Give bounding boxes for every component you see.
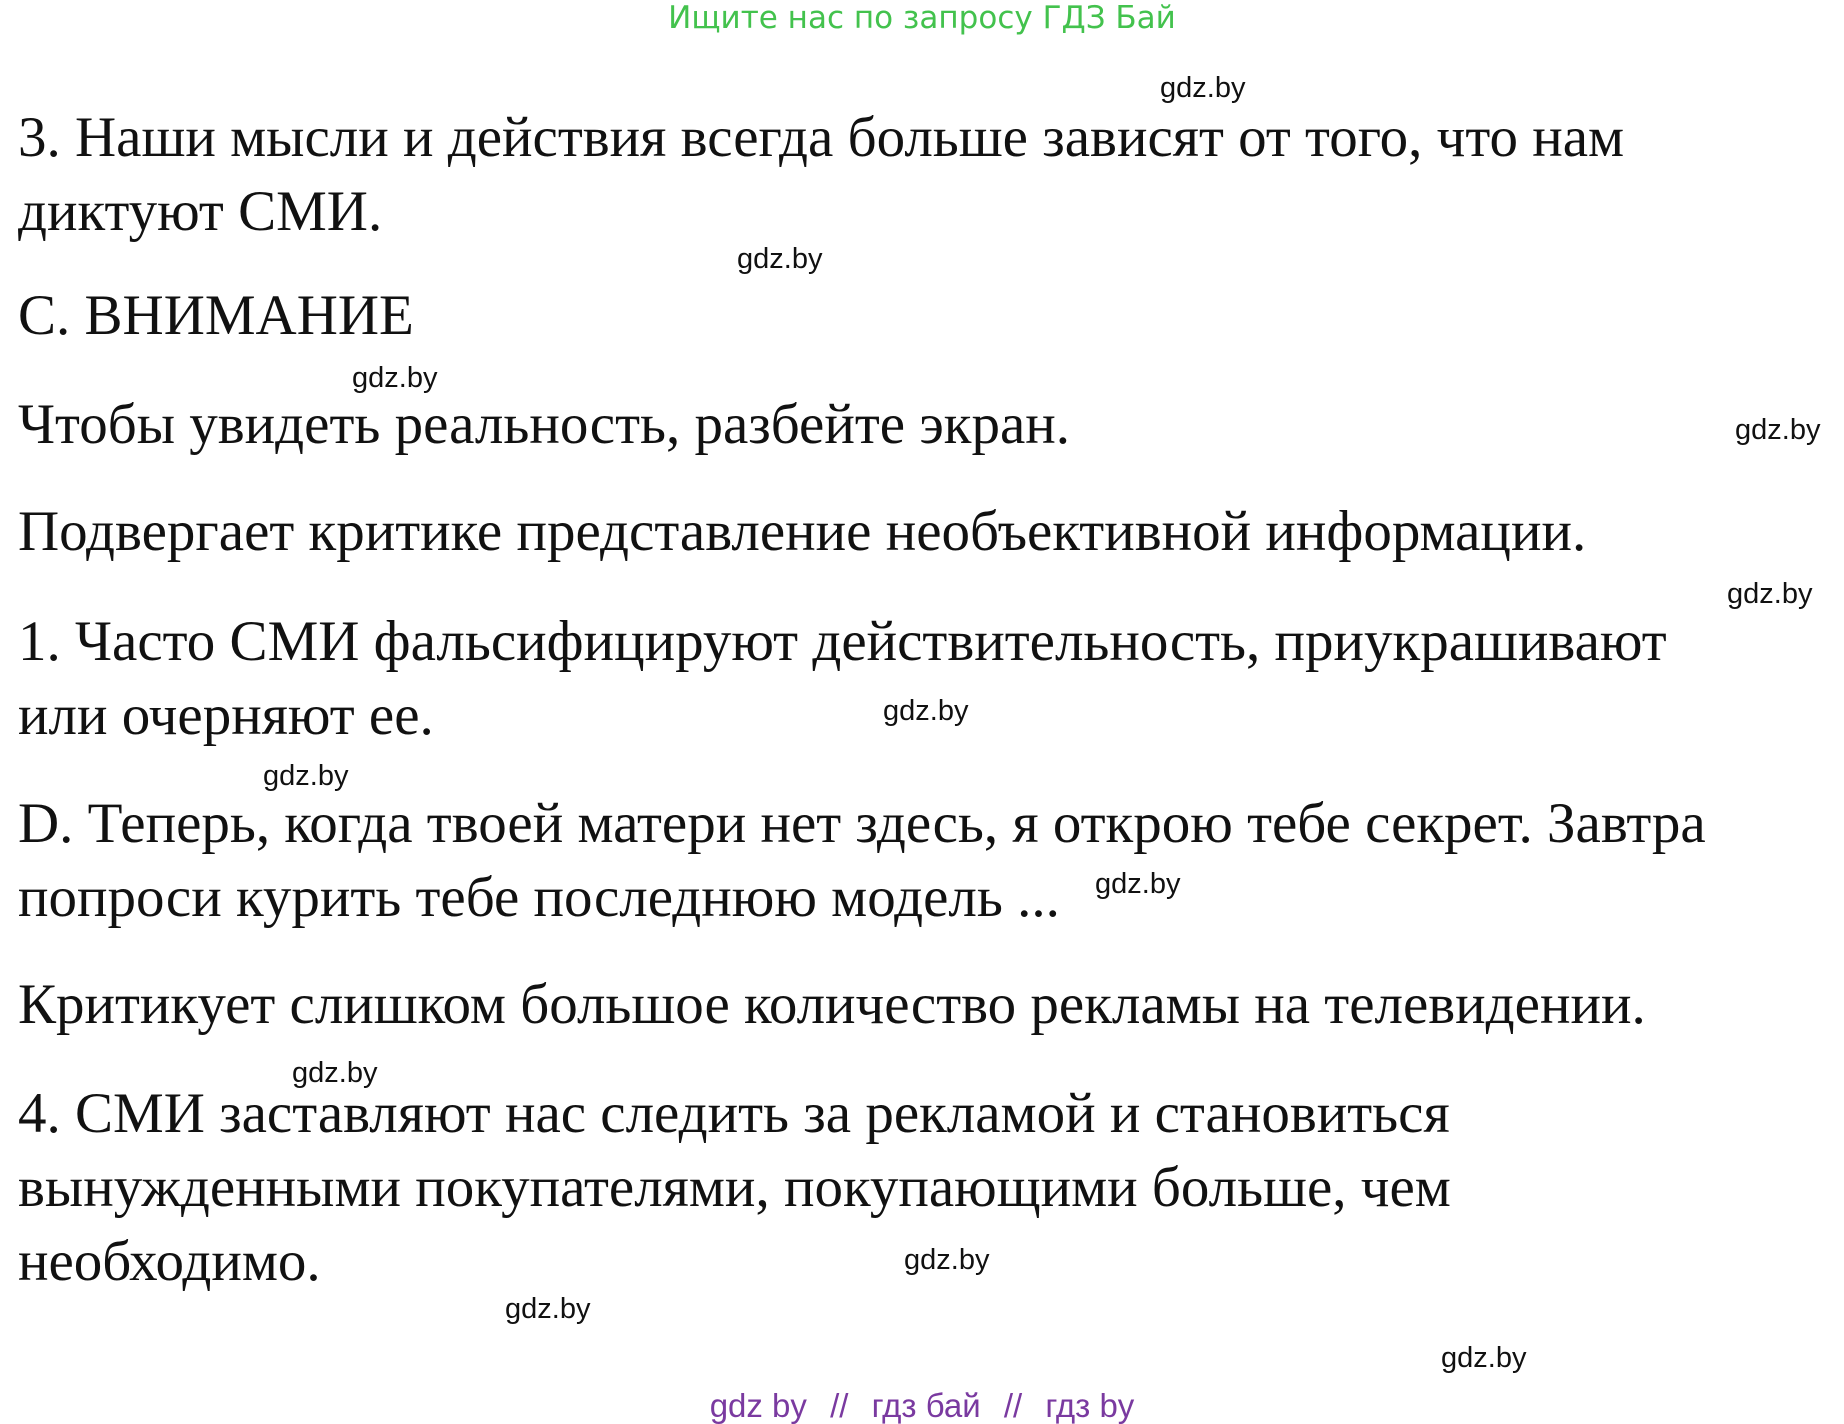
footer bbox=[0, 1388, 1844, 1424]
text-line: необходимо. bbox=[18, 1230, 321, 1293]
footer-separator: // bbox=[1003, 1387, 1023, 1424]
watermark: gdz.by bbox=[1735, 414, 1821, 446]
watermark: gdz.by bbox=[292, 1057, 378, 1089]
text-line: Подвергает критике представление необъективной информации. bbox=[18, 500, 1587, 563]
watermark: gdz.by bbox=[1095, 868, 1181, 900]
text-line: 1. Часто СМИ фальсифицируют действительность, приукрашивают bbox=[18, 610, 1667, 673]
text-line: Критикует слишком большое количество рекламы на телевидении. bbox=[18, 973, 1646, 1036]
footer-link[interactable]: гдз by bbox=[1045, 1387, 1135, 1424]
watermark: gdz.by bbox=[1727, 578, 1813, 610]
text-line: 4. СМИ заставляют нас следить за рекламой и становиться bbox=[18, 1082, 1450, 1145]
text-line: диктуют СМИ. bbox=[18, 180, 383, 243]
text-line: Чтобы увидеть реальность, разбейте экран. bbox=[18, 393, 1071, 456]
text-line: D. Теперь, когда твоей матери нет здесь, я открою тебе секрет. Завтра bbox=[18, 792, 1706, 855]
watermark: gdz.by bbox=[1160, 72, 1246, 104]
watermark: gdz.by bbox=[505, 1293, 591, 1325]
text-line: попроси курить тебе последнюю модель ... bbox=[18, 866, 1060, 929]
watermark: gdz.by bbox=[904, 1244, 990, 1276]
text-line: или очерняют ее. bbox=[18, 684, 434, 747]
watermark: gdz.by bbox=[883, 695, 969, 727]
watermark: gdz.by bbox=[263, 760, 349, 792]
footer-separator: // bbox=[830, 1387, 849, 1424]
footer-link[interactable]: gdz by bbox=[709, 1387, 807, 1424]
watermark: gdz.by bbox=[737, 243, 823, 275]
section-heading: С. ВНИМАНИЕ bbox=[18, 284, 414, 347]
text-line: 3. Наши мысли и действия всегда больше зависят от того, что нам bbox=[18, 106, 1625, 169]
watermark: gdz.by bbox=[352, 362, 438, 394]
text-line: вынужденными покупателями, покупающими больше, чем bbox=[18, 1156, 1451, 1219]
top-banner: Ищите нас по запросу ГДЗ Бай bbox=[668, 0, 1176, 36]
watermark: gdz.by bbox=[1441, 1342, 1527, 1374]
footer-link[interactable]: гдз бай bbox=[871, 1387, 981, 1424]
